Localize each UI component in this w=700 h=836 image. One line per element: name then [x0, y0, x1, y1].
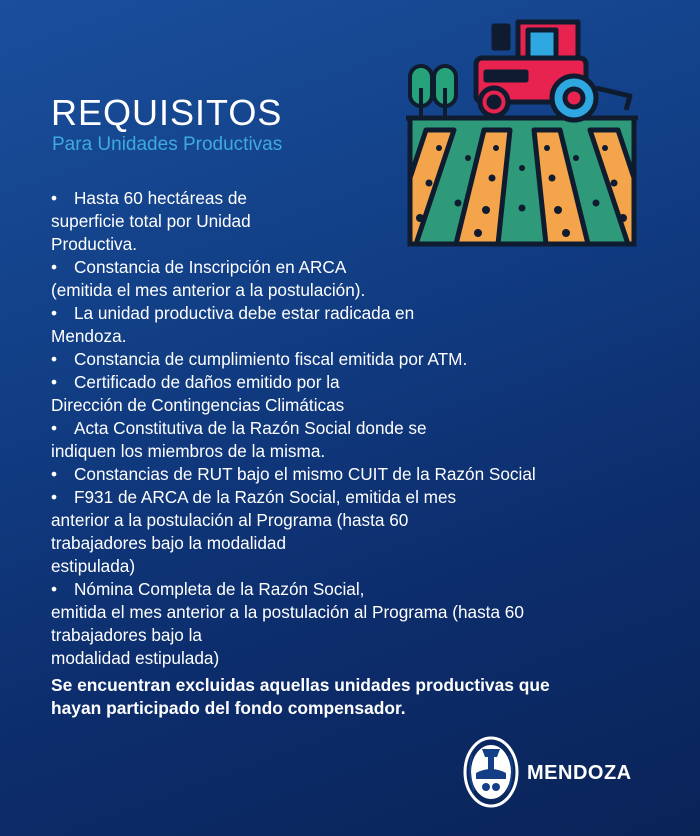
requirement-line: [51, 624, 641, 647]
requirements-list: [51, 187, 641, 670]
requirement-line: [51, 233, 641, 256]
requirement-line: [51, 647, 641, 670]
requirement-line: [51, 302, 641, 325]
bullet-icon: •: [51, 349, 58, 369]
requirement-text: trabajadores bajo la: [51, 625, 202, 645]
requirement-text: La unidad productiva debe estar radicada en: [74, 303, 415, 323]
requirement-line: [51, 440, 641, 463]
requirement-line: [51, 417, 641, 440]
requirement-text: trabajadores bajo la modalidad: [51, 533, 287, 553]
mendoza-coat-of-arms-icon: [462, 735, 520, 810]
bullet-icon: •: [51, 487, 58, 507]
requirement-line: [51, 187, 641, 210]
requirement-text: Hasta 60 hectáreas de: [74, 188, 247, 208]
requirement-line: [51, 486, 641, 509]
requirement-text: Constancias de RUT bajo el mismo CUIT de la Razón Social: [74, 464, 536, 484]
exclusion-note: [51, 674, 651, 720]
bullet-icon: •: [51, 372, 58, 392]
exclusion-note-line: Se encuentran excluidas aquellas unidades productivas que: [51, 675, 550, 695]
requirement-line: [51, 578, 641, 601]
requirement-text: indiquen los miembros de la misma.: [51, 441, 326, 461]
bullet-icon: •: [51, 418, 58, 438]
requirement-text: modalidad estipulada): [51, 648, 220, 668]
requirement-text: Dirección de Contingencias Climáticas: [51, 395, 345, 415]
page-title: REQUISITOS: [51, 92, 283, 133]
bullet-icon: •: [51, 464, 58, 484]
requirement-line: [51, 325, 641, 348]
requirement-text: estipulada): [51, 556, 136, 576]
exclusion-note-line: hayan participado del fondo compensador.: [51, 698, 406, 718]
bullet-icon: •: [51, 188, 58, 208]
requirement-line: [51, 279, 641, 302]
requirement-line: [51, 210, 641, 233]
requirement-line: [51, 371, 641, 394]
requirement-text: superficie total por Unidad: [51, 211, 251, 231]
requirement-text: Nómina Completa de la Razón Social,: [74, 579, 365, 599]
requirement-text: Constancia de Inscripción en ARCA: [74, 257, 347, 277]
requirement-text: (emitida el mes anterior a la postulación).: [51, 280, 366, 300]
requirement-text: Constancia de cumplimiento fiscal emitida por ATM.: [74, 349, 468, 369]
bullet-icon: •: [51, 257, 58, 277]
requirement-text: Mendoza.: [51, 326, 127, 346]
page-subtitle: Para Unidades Productivas: [52, 134, 283, 155]
requirement-text: emitida el mes anterior a la postulación al Programa (hasta 60: [51, 602, 524, 622]
bullet-icon: •: [51, 579, 58, 599]
requirement-line: [51, 601, 641, 624]
requirement-text: Productiva.: [51, 234, 137, 254]
requirement-text: anterior a la postulación al Programa (hasta 60: [51, 510, 409, 530]
requirement-line: [51, 394, 641, 417]
requirement-line: [51, 509, 641, 532]
requirement-line: [51, 256, 641, 279]
requirement-text: Acta Constitutiva de la Razón Social donde se: [74, 418, 427, 438]
requirement-line: [51, 532, 641, 555]
bullet-icon: •: [51, 303, 58, 323]
requirement-text: F931 de ARCA de la Razón Social, emitida el mes: [74, 487, 457, 507]
requirement-line: [51, 463, 641, 486]
requirement-text: Certificado de daños emitido por la: [74, 372, 340, 392]
requirement-line: [51, 555, 641, 578]
logo-label: MENDOZA: [527, 762, 632, 784]
requirement-line: [51, 348, 641, 371]
